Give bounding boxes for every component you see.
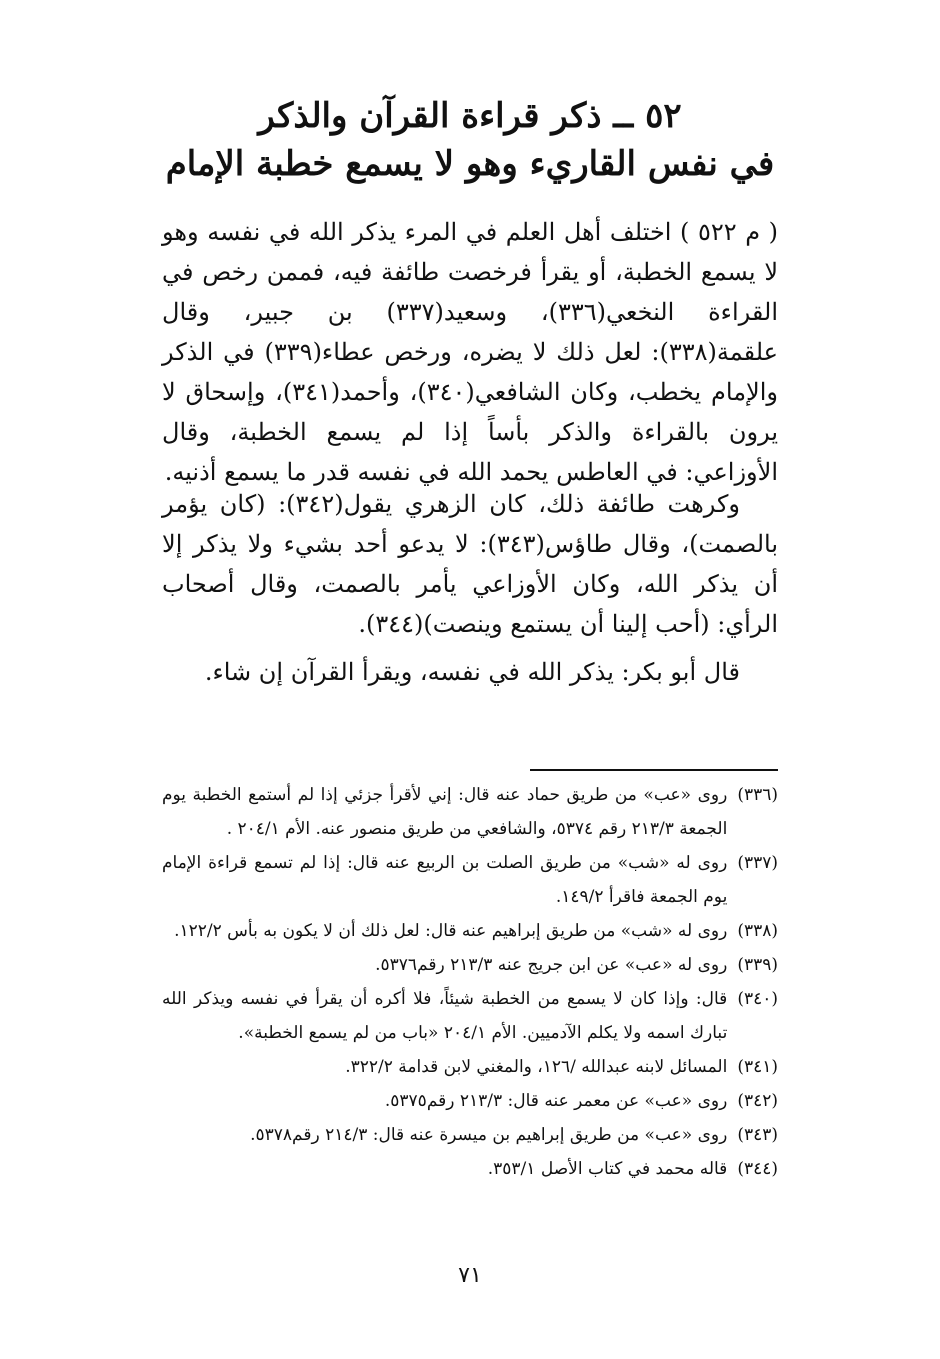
- footnote-number: (٣٤٢): [737, 1091, 778, 1111]
- footnote-text: روى له «شب» من طريق إبراهيم عنه قال: لعل ذلك أن لا يكون به بأس ١٢٢/٢.: [174, 921, 728, 941]
- footnote-number: (٣٤٤): [737, 1159, 778, 1179]
- chapter-heading-line-1: ٥٢ ــ ذكر قراءة القرآن والذكر: [258, 96, 682, 136]
- footnote: [162, 1152, 778, 1186]
- footnote-text: روى «عب» من طريق إبراهيم بن ميسرة عنه قال: ٢١٤/٣ رقم٥٣٧٨.: [250, 1125, 728, 1145]
- footnote: [162, 846, 778, 914]
- footnote-text: روى له «شب» من طريق الصلت بن الربيع عنه قال: إذا لم تسمع قراءة الإمام يوم الجمعة فاقرأ ١٤٩/٢.: [162, 853, 728, 907]
- footnote-number: (٣٣٨): [737, 921, 778, 941]
- footnote: [162, 948, 778, 982]
- footnote-number: (٣٤١): [737, 1057, 778, 1077]
- footnote: [162, 778, 778, 846]
- footnote-number: (٣٣٩): [737, 955, 778, 975]
- footnote-text: المسائل لابنه عبدالله /١٢٦، والمغني لابن قدامة ٣٢٢/٢.: [345, 1057, 728, 1077]
- footnote: [162, 1118, 778, 1152]
- footnote-text: قاله محمد في كتاب الأصل ٣٥٣/١.: [487, 1159, 728, 1179]
- chapter-heading-line-2: في نفس القاريء وهو لا يسمع خطبة الإمام: [165, 144, 775, 184]
- footnote-number: (٣٣٦): [737, 785, 778, 805]
- footnote-separator: [530, 769, 778, 771]
- footnote: [162, 1050, 778, 1084]
- footnote: [162, 1084, 778, 1118]
- footnote-number: (٣٣٧): [737, 853, 778, 873]
- footnote: [162, 982, 778, 1050]
- page-number: ٧١: [458, 1263, 482, 1288]
- footnote-text: روى «عب» من طريق حماد عنه قال: إني لأقرأ جزئي إذا لم أستمع الخطبة يوم الجمعة ٢١٣/٣ رقم ٥٣٧٤، والشافعي من طريق منصور عنه. الأم ٢٠٤/١ .: [162, 785, 728, 839]
- footnote-text: روى له «عب» عن ابن جريج عنه ٢١٣/٣ رقم٥٣٧٦.: [375, 955, 728, 975]
- footnote-number: (٣٤٠): [737, 989, 778, 1009]
- paragraph-3: قال أبو بكر: يذكر الله في نفسه، ويقرأ القرآن إن شاء.: [204, 658, 740, 686]
- footnote-number: (٣٤٣): [737, 1125, 778, 1145]
- paragraph-1: ( م ٥٢٢ ) اختلف أهل العلم في المرء يذكر الله في نفسه وهو لا يسمع الخطبة، أو يقرأ فرخصت طائفة فيه، فممن رخص في القراءة النخعي(٣٣٦)، وسعيد(٣٣٧) بن جبير، وقال علقمة(٣٣٨): لعل ذلك لا يضره، ورخص عطاء(٣٣٩) في الذكر والإمام يخطب، وكان الشافعي(٣٤٠)، وأحمد(٣٤١)، وإسحاق لا يرون بالقراءة والذكر بأساً إذا لم يسمع الخطبة، وقال الأوزاعي: في العاطس يحمد الله في نفسه قدر ما يسمع أذنيه.: [162, 218, 779, 486]
- paragraph-2: وكرهت طائفة ذلك، كان الزهري يقول(٣٤٢): (كان يؤمر بالصمت)، وقال طاؤس(٣٤٣): لا يدعو أحد بشيء ولا يذكر إلا أن يذكر الله، وكان الأوزاعي يأمر بالصمت، وقال أصحاب الرأي: (أحب إلينا أن يستمع وينصت)(٣٤٤).: [162, 490, 779, 638]
- footnotes: [162, 778, 778, 1186]
- footnote: [162, 914, 778, 948]
- footnote-text: قال: وإذا كان لا يسمع من الخطبة شيئاً، فلا أكره أن يقرأ في نفسه ويذكر الله تبارك اسمه ولا يكلم الآدميين. الأم ٢٠٤/١ «باب من لم يسمع الخطبة».: [162, 989, 728, 1043]
- footnote-text: روى «عب» عن معمر عنه قال: ٢١٣/٣ رقم٥٣٧٥.: [384, 1091, 728, 1111]
- chapter-heading: [150, 92, 790, 188]
